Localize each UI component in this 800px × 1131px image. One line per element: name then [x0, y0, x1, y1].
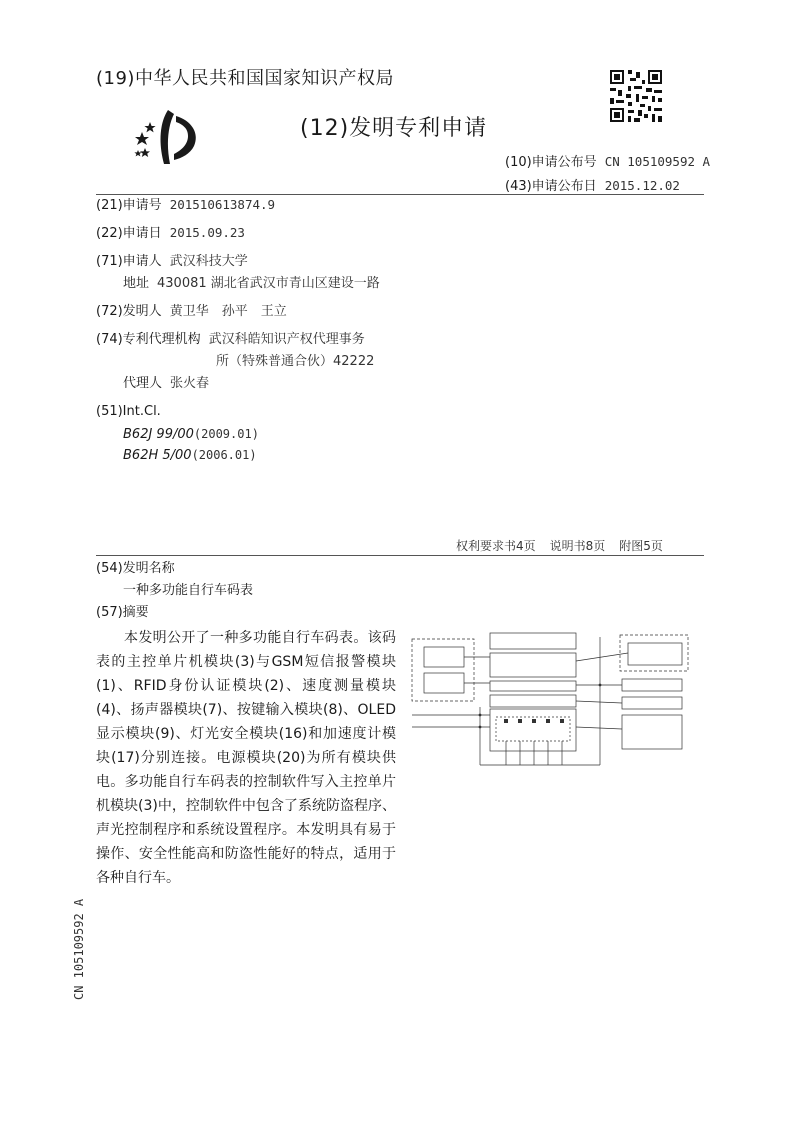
qr-code-graphic — [608, 68, 664, 124]
publication-date-label: (43)申请公布日 — [505, 179, 597, 194]
abstract-figure — [410, 617, 700, 777]
ipc-entry — [123, 427, 259, 442]
header-rule — [96, 194, 704, 195]
page-counts — [456, 537, 677, 554]
publication-date-row — [505, 175, 680, 194]
address-label: 地址 — [123, 276, 150, 291]
agent: 张火春 — [170, 376, 210, 391]
abstract-label: (57)摘要 — [96, 605, 149, 620]
intcl-row — [96, 405, 161, 418]
application-number: 201510613874.9 — [169, 197, 276, 212]
publication-date: 2015.12.02 — [604, 178, 680, 193]
agency-label: (74)专利代理机构 — [96, 332, 201, 347]
cnipa-logo-graphic — [128, 102, 208, 172]
agency-line-1: 武汉科皓知识产权代理事务 — [208, 332, 365, 347]
application-number-row — [96, 199, 275, 212]
cnipa-logo — [128, 102, 208, 172]
ipc-code: B62J 99/00 — [123, 427, 194, 442]
left-dashed-group — [412, 639, 474, 701]
oled-block — [622, 715, 682, 749]
rfid-block — [424, 673, 464, 693]
document-type: (12)发明专利申请 — [300, 116, 488, 141]
light-block — [622, 697, 682, 709]
applicant-row — [96, 255, 248, 268]
invention-title: 一种多功能自行车码表 — [123, 583, 254, 598]
display-block — [628, 643, 682, 665]
applicant: 武汉科技大学 — [169, 254, 248, 269]
address-row — [123, 277, 380, 290]
ipc-entry — [123, 448, 257, 463]
application-number-label: (21)申请号 — [96, 198, 162, 213]
issuing-office: (19)中华人民共和国国家知识产权局 — [96, 68, 394, 89]
title-label: (54)发明名称 — [96, 561, 175, 576]
publication-number: CN 105109592 A — [604, 154, 711, 169]
claims-pages: 权利要求书4页 — [456, 539, 536, 553]
qr-code — [608, 68, 664, 124]
speed-block — [490, 681, 576, 691]
controller-block — [490, 653, 576, 677]
speaker-block — [622, 679, 682, 691]
agent-row — [123, 377, 209, 390]
address: 430081 湖北省武汉市青山区建设一路 — [157, 276, 380, 291]
application-date-row — [96, 227, 245, 240]
inventors-row — [96, 305, 287, 318]
keypad-block — [490, 709, 576, 751]
block-diagram — [410, 617, 700, 777]
agency-row — [96, 333, 365, 346]
ipc-date: (2009.01) — [193, 427, 259, 441]
application-date: 2015.09.23 — [169, 225, 245, 240]
ipc-code: B62H 5/00 — [123, 448, 192, 463]
controller-block-top — [490, 633, 576, 649]
intcl-label: (51)Int.Cl. — [96, 404, 161, 419]
applicant-label: (71)申请人 — [96, 254, 162, 269]
inventors-label: (72)发明人 — [96, 304, 162, 319]
abstract-text: 本发明公开了一种多功能自行车码表。该码表的主控单片机模块(3)与GSM短信报警模块(1)、RFID身份认证模块(2)、速度测量模块(4)、扬声器模块(7)、按键输入模块(8)、OLED显示模块(9)、灯光安全模块(16)和加速度计模块(17)分别连接。电源模块(20)为所有模块供电。多功能自行车码表的控制软件写入主控单片机模块(3)中，控制软件中包含了系统防盗程序、声光控制程序和系统设置程序。本发明具有易于操作、安全性能高和防盗性能好的特点，适用于各种自行车。 — [96, 630, 396, 886]
agent-label: 代理人 — [123, 376, 163, 391]
publication-number-row — [505, 151, 710, 170]
application-date-label: (22)申请日 — [96, 226, 162, 241]
ipc-date: (2006.01) — [191, 448, 257, 462]
gsm-block — [424, 647, 464, 667]
side-publication-code: CN 105109592 A — [72, 898, 86, 1000]
agency-line-2: 所（特殊普通合伙）42222 — [216, 354, 375, 369]
publication-number-label: (10)申请公布号 — [505, 155, 597, 170]
power-bus — [490, 695, 576, 707]
description-pages: 说明书8页 — [549, 539, 606, 553]
right-dashed-group — [620, 635, 688, 671]
agency-line-2-row — [216, 355, 374, 368]
inventors: 黄卫华 孙平 王立 — [169, 304, 287, 319]
drawings-pages: 附图5页 — [619, 539, 663, 553]
section-rule — [96, 555, 704, 556]
